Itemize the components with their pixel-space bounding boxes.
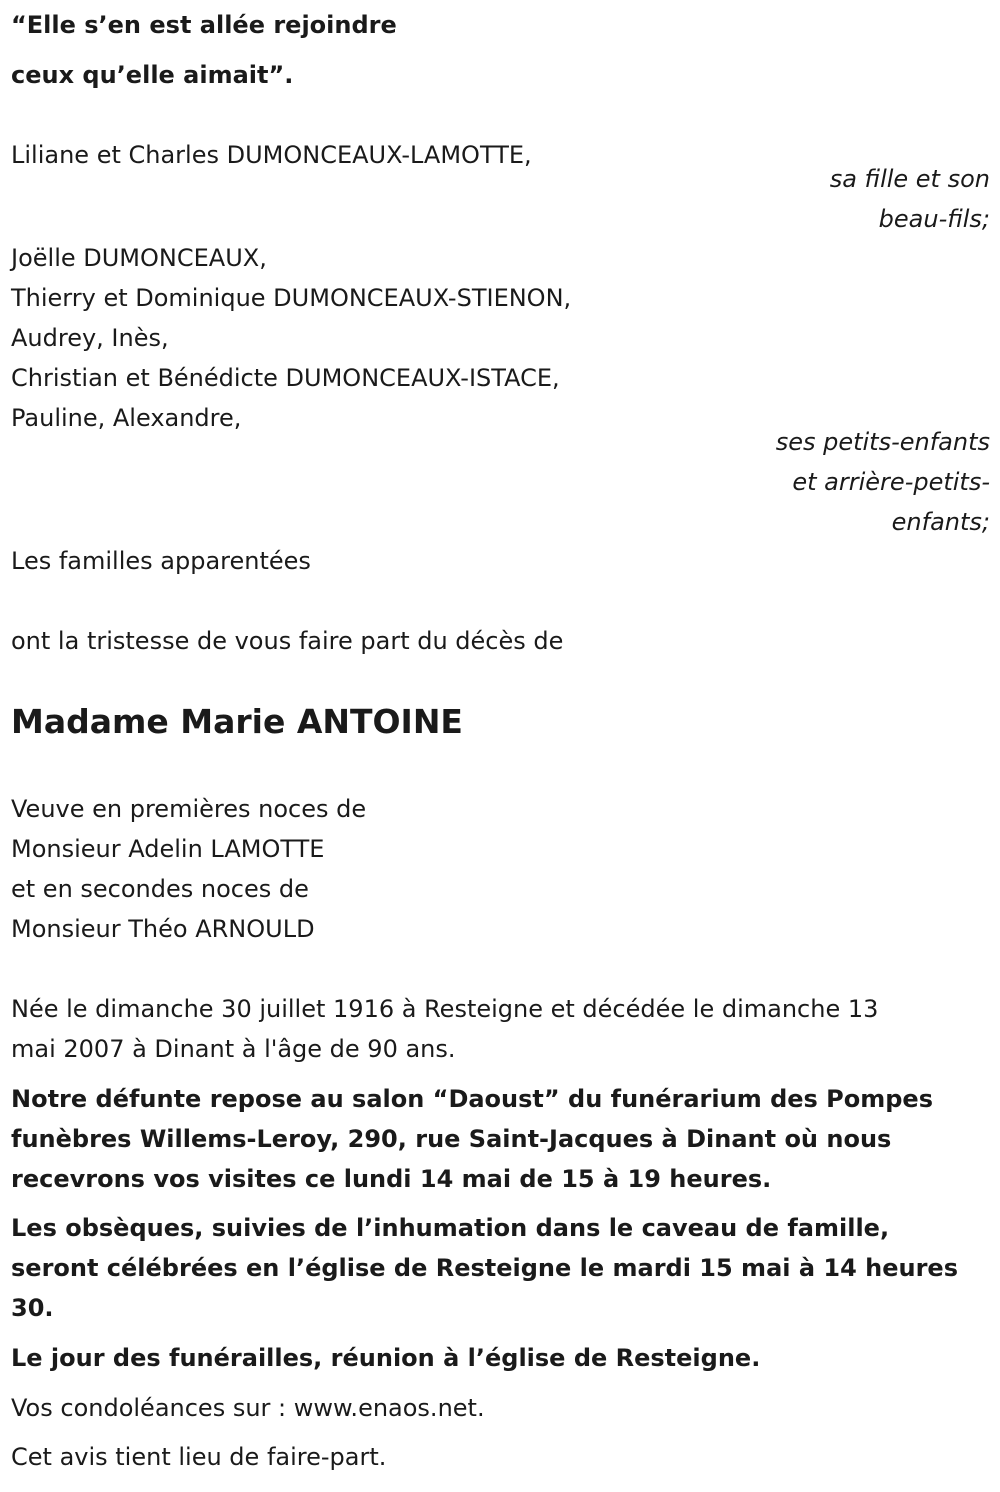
- funeral-line: 30.: [11, 1294, 54, 1322]
- widow-line: Monsieur Adelin LAMOTTE: [11, 835, 325, 863]
- meeting-line: Le jour des funérailles, réunion à l’église de Resteigne.: [11, 1344, 761, 1372]
- notice-line: Cet avis tient lieu de faire-part.: [11, 1443, 387, 1471]
- relatives-line: Les familles apparentées: [11, 547, 311, 575]
- birth-death-line: mai 2007 à Dinant à l'âge de 90 ans.: [11, 1035, 456, 1063]
- repose-line: Notre défunte repose au salon “Daoust” du funérarium des Pompes: [11, 1085, 933, 1113]
- repose-line: recevrons vos visites ce lundi 14 mai de 15 à 19 heures.: [11, 1165, 772, 1193]
- quote-line-1: “Elle s’en est allée rejoindre: [11, 11, 397, 39]
- grandchild-line: Audrey, Inès,: [11, 324, 169, 352]
- daughter-relation-1: sa fille et son: [829, 165, 990, 193]
- repose-line: funèbres Willems-Leroy, 290, rue Saint-Jacques à Dinant où nous: [11, 1125, 892, 1153]
- grandchild-line: Joëlle DUMONCEAUX,: [11, 244, 267, 272]
- deceased-name: Madame Marie ANTOINE: [11, 702, 463, 741]
- daughter-relation-2: beau-fils;: [878, 205, 990, 233]
- widow-line: et en secondes noces de: [11, 875, 309, 903]
- funeral-line: seront célébrées en l’église de Resteigne le mardi 15 mai à 14 heures: [11, 1254, 958, 1282]
- grandchildren-relation: ses petits-enfants: [775, 428, 990, 456]
- grandchildren-relation: enfants;: [891, 508, 990, 536]
- widow-line: Veuve en premières noces de: [11, 795, 367, 823]
- announcement-line: ont la tristesse de vous faire part du décès de: [11, 627, 564, 655]
- widow-line: Monsieur Théo ARNOULD: [11, 915, 315, 943]
- grandchild-line: Pauline, Alexandre,: [11, 404, 242, 432]
- condolences-line: Vos condoléances sur : www.enaos.net.: [11, 1394, 485, 1422]
- grandchild-line: Christian et Bénédicte DUMONCEAUX-ISTACE,: [11, 364, 560, 392]
- grandchild-line: Thierry et Dominique DUMONCEAUX-STIENON,: [11, 284, 572, 312]
- quote-line-2: ceux qu’elle aimait”.: [11, 61, 294, 89]
- funeral-line: Les obsèques, suivies de l’inhumation dans le caveau de famille,: [11, 1214, 890, 1242]
- daughter-line: Liliane et Charles DUMONCEAUX-LAMOTTE,: [11, 141, 532, 169]
- birth-death-line: Née le dimanche 30 juillet 1916 à Resteigne et décédée le dimanche 13: [11, 995, 879, 1023]
- grandchildren-relation: et arrière-petits-: [792, 468, 990, 496]
